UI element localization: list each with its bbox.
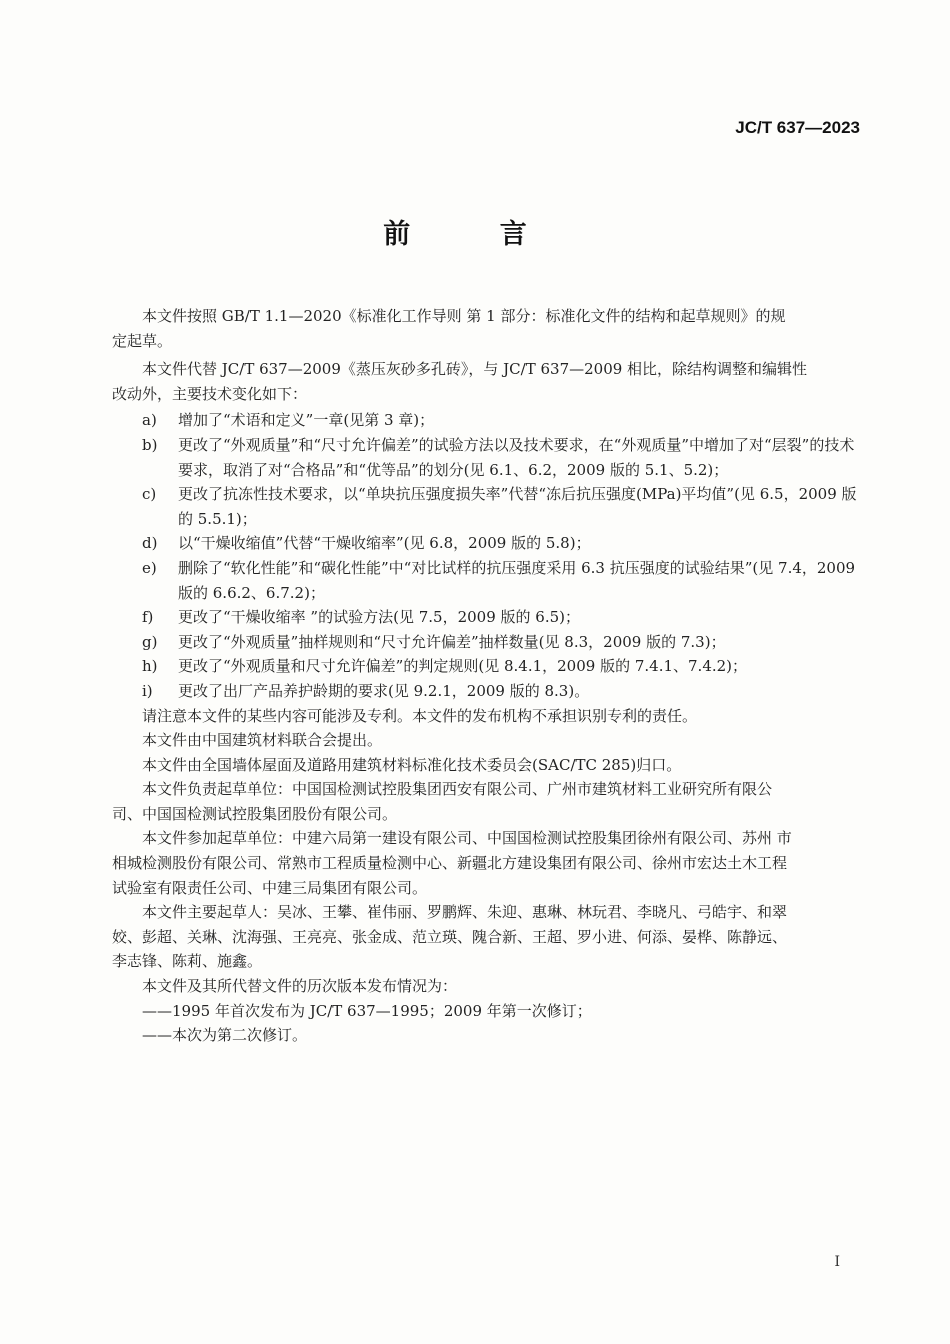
list-item xyxy=(142,408,860,433)
list-text: 更改了“外观质量和尺寸允许偏差”的判定规则(见 8.4.1，2009 版的 7.4.1、7.4.2)； xyxy=(178,657,748,676)
list-item xyxy=(142,531,860,556)
text-line: 相城检测股份有限公司、常熟市工程质量检测中心、新疆北方建设集团有限公司、徐州市宏达土木工程 xyxy=(112,854,788,873)
text-line: 本文件参加起草单位：中建六局第一建设有限公司、中国国检测试控股集团徐州有限公司、苏州 市 xyxy=(142,829,792,848)
list-marker: f) xyxy=(142,608,154,627)
list-item xyxy=(142,679,860,704)
history-intro: 本文件及其所代替文件的历次版本发布情况为： xyxy=(142,977,458,996)
list-text: 更改了“外观质量”和“尺寸允许偏差”的试验方法以及技术要求，在“外观质量”中增加了对“层裂”的技术要求，取消了对“合格品”和“优等品”的划分(见 6.1、6.2，2009 版的 5.1、5.2)； xyxy=(178,435,855,479)
list-item xyxy=(142,605,860,630)
list-item xyxy=(142,630,860,655)
lead-drafting-units xyxy=(112,777,860,826)
list-marker: e) xyxy=(142,558,157,577)
list-marker: b) xyxy=(142,435,158,454)
text-line: 本文件主要起草人：吴冰、王攀、崔伟丽、罗鹏辉、朱迎、惠琳、林玩君、李晓凡、弓皓宇、和翠 xyxy=(142,903,788,922)
list-item xyxy=(142,482,860,531)
list-item xyxy=(142,433,860,482)
list-text: 更改了“干燥收缩率 ”的试验方法(见 7.5，2009 版的 6.5)； xyxy=(178,608,580,627)
text-line: 定起草。 xyxy=(112,331,173,350)
text-line: 改动外，主要技术变化如下： xyxy=(112,384,308,403)
change-list xyxy=(142,408,860,703)
patent-note: 请注意本文件的某些内容可能涉及专利。本文件的发布机构不承担识别专利的责任。 xyxy=(142,706,698,725)
paragraph-replaces xyxy=(112,357,860,406)
committee-note: 本文件由全国墙体屋面及道路用建筑材料标准化技术委员会(SAC/TC 285)归口。 xyxy=(142,755,682,774)
text-line: 本文件代替 JC/T 637—2009《蒸压灰砂多孔砖》，与 JC/T 637—2009 相比，除结构调整和编辑性 xyxy=(142,360,808,379)
participating-units xyxy=(112,826,860,900)
paragraph-basis xyxy=(112,304,860,353)
main-drafters xyxy=(112,900,860,974)
list-text: 更改了抗冻性技术要求，以“单块抗压强度损失率”代替“冻后抗压强度(MPa)平均值”(见 6.5，2009 版的 5.5.1)； xyxy=(178,485,857,528)
list-marker: g) xyxy=(142,632,158,651)
text-line: 本文件负责起草单位：中国国检测试控股集团西安有限公司、广州市建筑材料工业研究所有限公 xyxy=(142,780,773,799)
list-marker: h) xyxy=(142,657,158,676)
text-line: 姣、彭超、关琳、沈海强、王亮亮、张金成、范立瑛、隗合新、王超、罗小进、何添、晏桦、陈静远、 xyxy=(112,927,788,946)
document-body xyxy=(112,304,860,1048)
list-item xyxy=(142,556,860,605)
page-number: I xyxy=(834,1254,840,1270)
text-line: 本文件按照 GB/T 1.1—2020《标准化工作导则 第 1 部分：标准化文件的结构和起草规则》的规 xyxy=(142,307,786,325)
document-code: JC/T 637—2023 xyxy=(735,118,860,137)
list-text: 更改了出厂产品养护龄期的要求(见 9.2.1，2009 版的 8.3)。 xyxy=(178,681,590,700)
page-title: 前 言 xyxy=(383,219,567,250)
proposer-note: 本文件由中国建筑材料联合会提出。 xyxy=(142,731,383,750)
history-item: ——1995 年首次发布为 JC/T 637—1995；2009 年第一次修订； xyxy=(142,1001,592,1020)
history-item: ——本次为第二次修订。 xyxy=(142,1026,308,1045)
list-text: 增加了“术语和定义”一章(见第 3 章)； xyxy=(178,411,435,430)
text-line: 试验室有限责任公司、中建三局集团有限公司。 xyxy=(112,878,428,897)
list-marker: d) xyxy=(142,534,158,553)
list-text: 更改了“外观质量”抽样规则和“尺寸允许偏差”抽样数量(见 8.3，2009 版的 7.3)； xyxy=(178,632,726,651)
list-marker: i) xyxy=(142,681,153,700)
list-marker: c) xyxy=(142,485,157,504)
list-text: 以“干燥收缩值”代替“干燥收缩率”(见 6.8，2009 版的 5.8)； xyxy=(178,534,591,553)
list-text: 删除了“软化性能”和“碳化性能”中“对比试样的抗压强度采用 6.3 抗压强度的试验结果”(见 7.4，2009 版的 6.6.2、6.7.2)； xyxy=(178,558,856,602)
text-line: 司、中国国检测试控股集团股份有限公司。 xyxy=(112,804,398,823)
text-line: 李志锋、陈莉、施鑫。 xyxy=(112,952,263,971)
list-item xyxy=(142,654,860,679)
list-marker: a) xyxy=(142,411,157,430)
